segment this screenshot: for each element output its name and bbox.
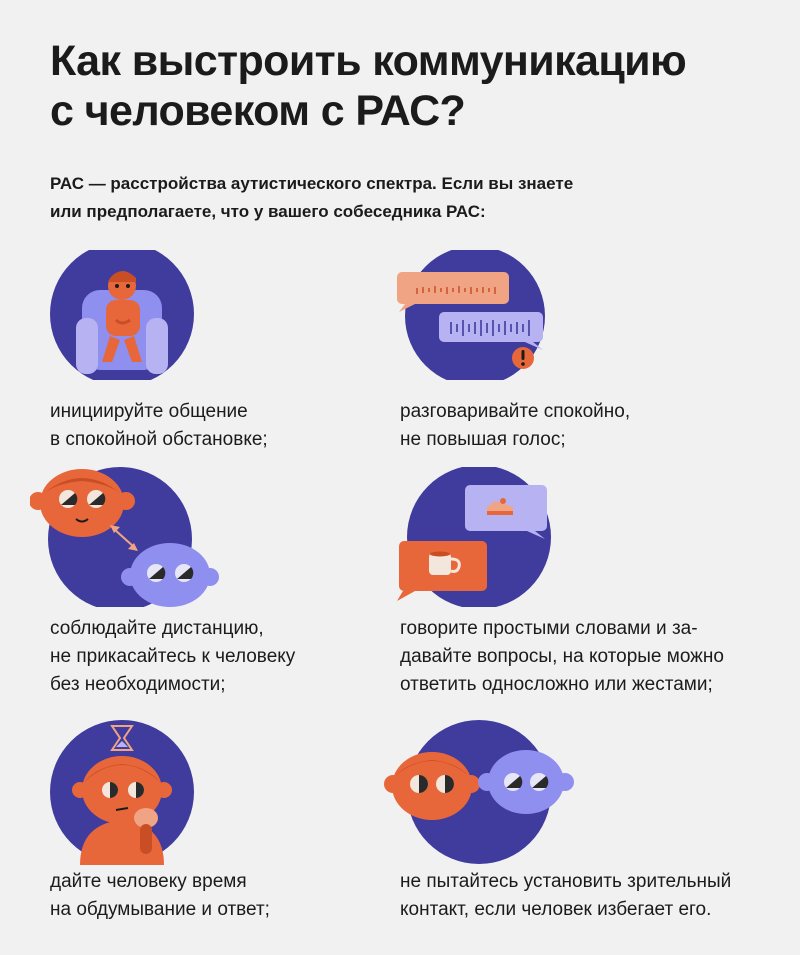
tip-text: соблюдайте дистанцию, не прикасайтесь к человеку без необходимости; — [50, 618, 296, 695]
person-in-armchair-icon — [50, 250, 200, 380]
tip-card-calm-voice — [395, 250, 755, 450]
tip-text: разговаривайте спокойно, не повышая голос; — [400, 401, 631, 450]
tip-card-give-time — [50, 720, 410, 920]
cake-and-coffee-bubbles-icon — [395, 467, 560, 607]
speech-bubbles-calm-voice-icon — [395, 250, 560, 380]
tip-text: не пытайтесь установить зрительный контакт, если человек избегает его. — [400, 871, 732, 920]
two-faces-distance-icon — [30, 467, 220, 607]
two-faces-averted-gaze-icon — [383, 720, 583, 865]
tip-card-calm-setting — [50, 250, 410, 450]
tip-card-eye-contact — [383, 720, 743, 920]
tip-card-distance — [30, 467, 390, 695]
thinking-person-hourglass-icon — [50, 720, 200, 865]
page-title: Как выстроить коммуникацию с человеком с РАС? — [50, 37, 687, 135]
intro-text: РАС — расстройства аутистического спектра. Если вы знаете или предполагаете, что у вашего собеседника РАС: — [50, 174, 574, 221]
tip-text: инициируйте общение в спокойной обстановке; — [50, 401, 268, 450]
tip-text: говорите простыми словами и за- давайте вопросы, на которые можно ответить односложно или жестами; — [400, 618, 724, 695]
tip-text: дайте человеку время на обдумывание и ответ; — [50, 871, 270, 920]
tip-card-simple-words — [395, 467, 755, 695]
